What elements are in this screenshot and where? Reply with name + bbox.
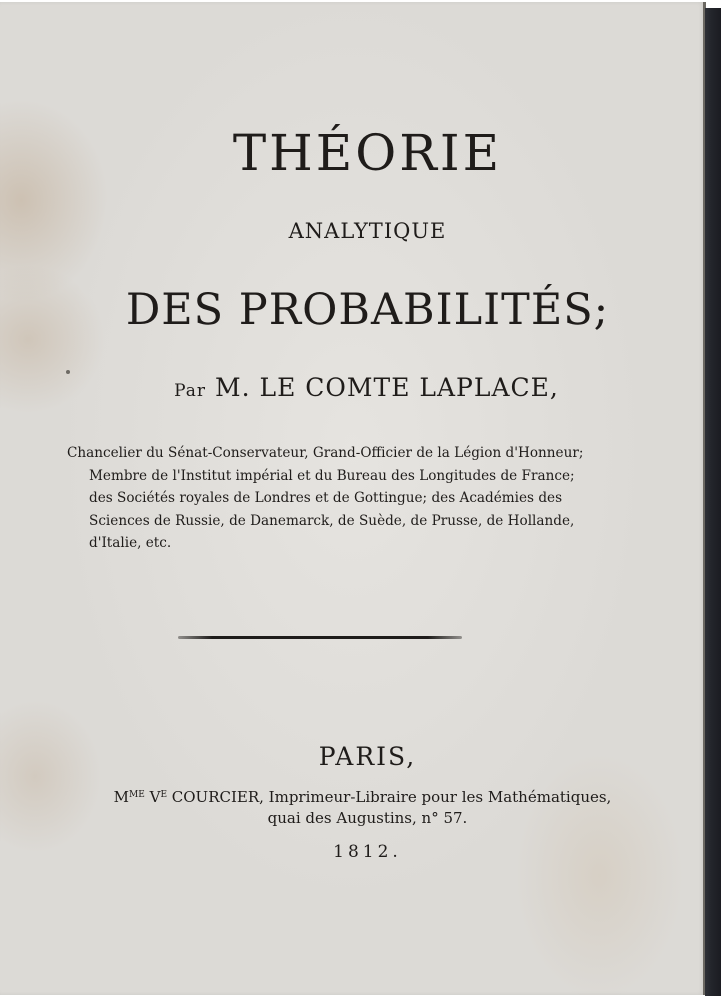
book-title-subtitle: ANALYTIQUE	[288, 219, 447, 243]
publisher-address: quai des Augustins, n° 57.	[267, 809, 468, 827]
title-page	[0, 2, 705, 995]
divider-rule	[178, 636, 462, 639]
publisher-line	[0, 788, 705, 806]
credentials-line: Sciences de Russie, de Danemarck, de Suède, de Prusse, de Hollande,	[89, 512, 575, 529]
author-credentials	[67, 442, 587, 555]
author-line	[0, 373, 705, 402]
publisher-abbrev-sup: ME	[129, 790, 145, 800]
book-binding	[705, 8, 721, 996]
credentials-line: Membre de l'Institut impérial et du Bureau des Longitudes de France;	[89, 467, 575, 484]
author-name: M. LE COMTE LAPLACE,	[206, 373, 559, 402]
publisher-abbrev: M	[113, 788, 130, 806]
publication-year: 1812.	[333, 842, 402, 862]
publisher-abbrev: V	[144, 788, 161, 806]
credentials-line: des Sociétés royales de Londres et de Gottingue; des Académies des	[89, 490, 563, 506]
credentials-line: d'Italie, etc.	[89, 535, 172, 551]
book-title-main: THÉORIE	[232, 124, 503, 182]
publisher-name: COURCIER, Imprimeur-Libraire pour les Mathématiques,	[167, 788, 612, 806]
author-prefix: Par	[174, 381, 207, 401]
publisher-abbrev-sup: E	[160, 790, 168, 800]
book-title-probabilities: DES PROBABILITÉS;	[125, 285, 610, 335]
publication-place: PARIS,	[318, 742, 417, 771]
credentials-line: Chancelier du Sénat-Conservateur, Grand-Officier de la Légion d'Honneur;	[67, 445, 584, 461]
